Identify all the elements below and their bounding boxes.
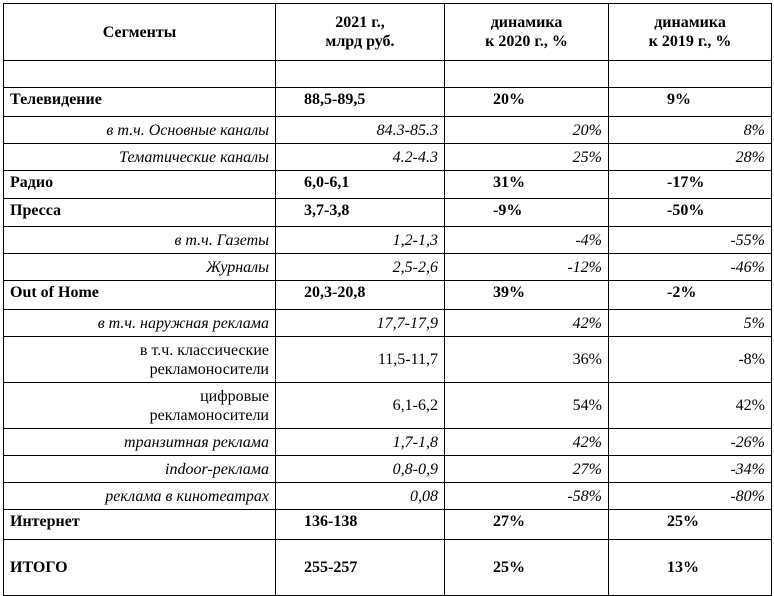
dynamics-2019-cell: -2% — [609, 281, 772, 310]
value-cell: 0,8-0,9 — [276, 456, 445, 483]
segment-cell: Журналы — [4, 254, 276, 281]
dynamics-2019-cell: -55% — [609, 227, 772, 254]
dynamics-2019-cell: 42% — [609, 383, 772, 429]
dynamics-2020-cell: 20% — [445, 117, 609, 144]
table-row — [4, 199, 772, 227]
dynamics-2019-cell: 13% — [609, 540, 772, 596]
header-2021: 2021 г., млрд руб. — [276, 4, 445, 61]
table-row — [4, 429, 772, 456]
dynamics-2019-cell: -8% — [609, 337, 772, 383]
segment-cell: ИТОГО — [4, 540, 276, 596]
segment-cell: транзитная реклама — [4, 429, 276, 456]
dynamics-2020-cell: -58% — [445, 483, 609, 510]
dynamics-2019-cell: -50% — [609, 199, 772, 227]
value-cell: 11,5-11,7 — [276, 337, 445, 383]
table-row — [4, 254, 772, 281]
value-cell: 255-257 — [276, 540, 445, 596]
table-row — [4, 337, 772, 383]
value-cell: 4.2-4.3 — [276, 144, 445, 171]
dynamics-2020-cell: 39% — [445, 281, 609, 310]
value-cell: 0,08 — [276, 483, 445, 510]
value-cell: 3,7-3,8 — [276, 199, 445, 227]
value-cell: 6,1-6,2 — [276, 383, 445, 429]
dynamics-2019-cell: -17% — [609, 171, 772, 199]
empty-row — [4, 61, 772, 88]
advertising-market-table — [3, 3, 772, 596]
dynamics-2019-cell: -80% — [609, 483, 772, 510]
table-row — [4, 281, 772, 310]
segment-cell: в т.ч. классические рекламоносители — [4, 337, 276, 383]
dynamics-2019-cell: -26% — [609, 429, 772, 456]
header-dynamics-2020: динамика к 2020 г., % — [445, 4, 609, 61]
dynamics-2020-cell: 31% — [445, 171, 609, 199]
segment-cell: Телевидение — [4, 88, 276, 117]
header-segments: Сегменты — [4, 4, 276, 61]
segment-cell: indoor-реклама — [4, 456, 276, 483]
segment-cell: Интернет — [4, 510, 276, 540]
segment-cell: Радио — [4, 171, 276, 199]
dynamics-2020-cell: 54% — [445, 383, 609, 429]
dynamics-2020-cell: 25% — [445, 144, 609, 171]
total-row — [4, 540, 772, 596]
table-row — [4, 227, 772, 254]
dynamics-2020-cell: -9% — [445, 199, 609, 227]
dynamics-2020-cell: 25% — [445, 540, 609, 596]
dynamics-2019-cell: 9% — [609, 88, 772, 117]
value-cell: 136-138 — [276, 510, 445, 540]
segment-cell: Тематические каналы — [4, 144, 276, 171]
table-row — [4, 171, 772, 199]
segment-cell: Out of Home — [4, 281, 276, 310]
table-row — [4, 310, 772, 337]
segment-cell: в т.ч. наружная реклама — [4, 310, 276, 337]
dynamics-2020-cell: 27% — [445, 456, 609, 483]
segment-cell: цифровые рекламоносители — [4, 383, 276, 429]
dynamics-2019-cell: 8% — [609, 117, 772, 144]
segment-cell: в т.ч. Основные каналы — [4, 117, 276, 144]
value-cell: 1,7-1,8 — [276, 429, 445, 456]
segment-cell: в т.ч. Газеты — [4, 227, 276, 254]
dynamics-2019-cell: -46% — [609, 254, 772, 281]
table-row — [4, 483, 772, 510]
header-row — [4, 4, 772, 61]
dynamics-2020-cell: 36% — [445, 337, 609, 383]
table-row — [4, 383, 772, 429]
dynamics-2019-cell: 5% — [609, 310, 772, 337]
value-cell: 2,5-2,6 — [276, 254, 445, 281]
dynamics-2020-cell: 20% — [445, 88, 609, 117]
dynamics-2020-cell: 42% — [445, 310, 609, 337]
dynamics-2020-cell: -4% — [445, 227, 609, 254]
table-row — [4, 510, 772, 540]
dynamics-2020-cell: 42% — [445, 429, 609, 456]
table-row — [4, 144, 772, 171]
dynamics-2019-cell: 25% — [609, 510, 772, 540]
value-cell: 84.3-85.3 — [276, 117, 445, 144]
dynamics-2019-cell: 28% — [609, 144, 772, 171]
value-cell: 17,7-17,9 — [276, 310, 445, 337]
value-cell: 20,3-20,8 — [276, 281, 445, 310]
table-row — [4, 117, 772, 144]
value-cell: 1,2-1,3 — [276, 227, 445, 254]
table-row — [4, 456, 772, 483]
table-row — [4, 88, 772, 117]
value-cell: 88,5-89,5 — [276, 88, 445, 117]
dynamics-2019-cell: -34% — [609, 456, 772, 483]
dynamics-2020-cell: -12% — [445, 254, 609, 281]
segment-cell: Пресса — [4, 199, 276, 227]
segment-cell: реклама в кинотеатрах — [4, 483, 276, 510]
header-dynamics-2019: динамика к 2019 г., % — [609, 4, 772, 61]
value-cell: 6,0-6,1 — [276, 171, 445, 199]
dynamics-2020-cell: 27% — [445, 510, 609, 540]
